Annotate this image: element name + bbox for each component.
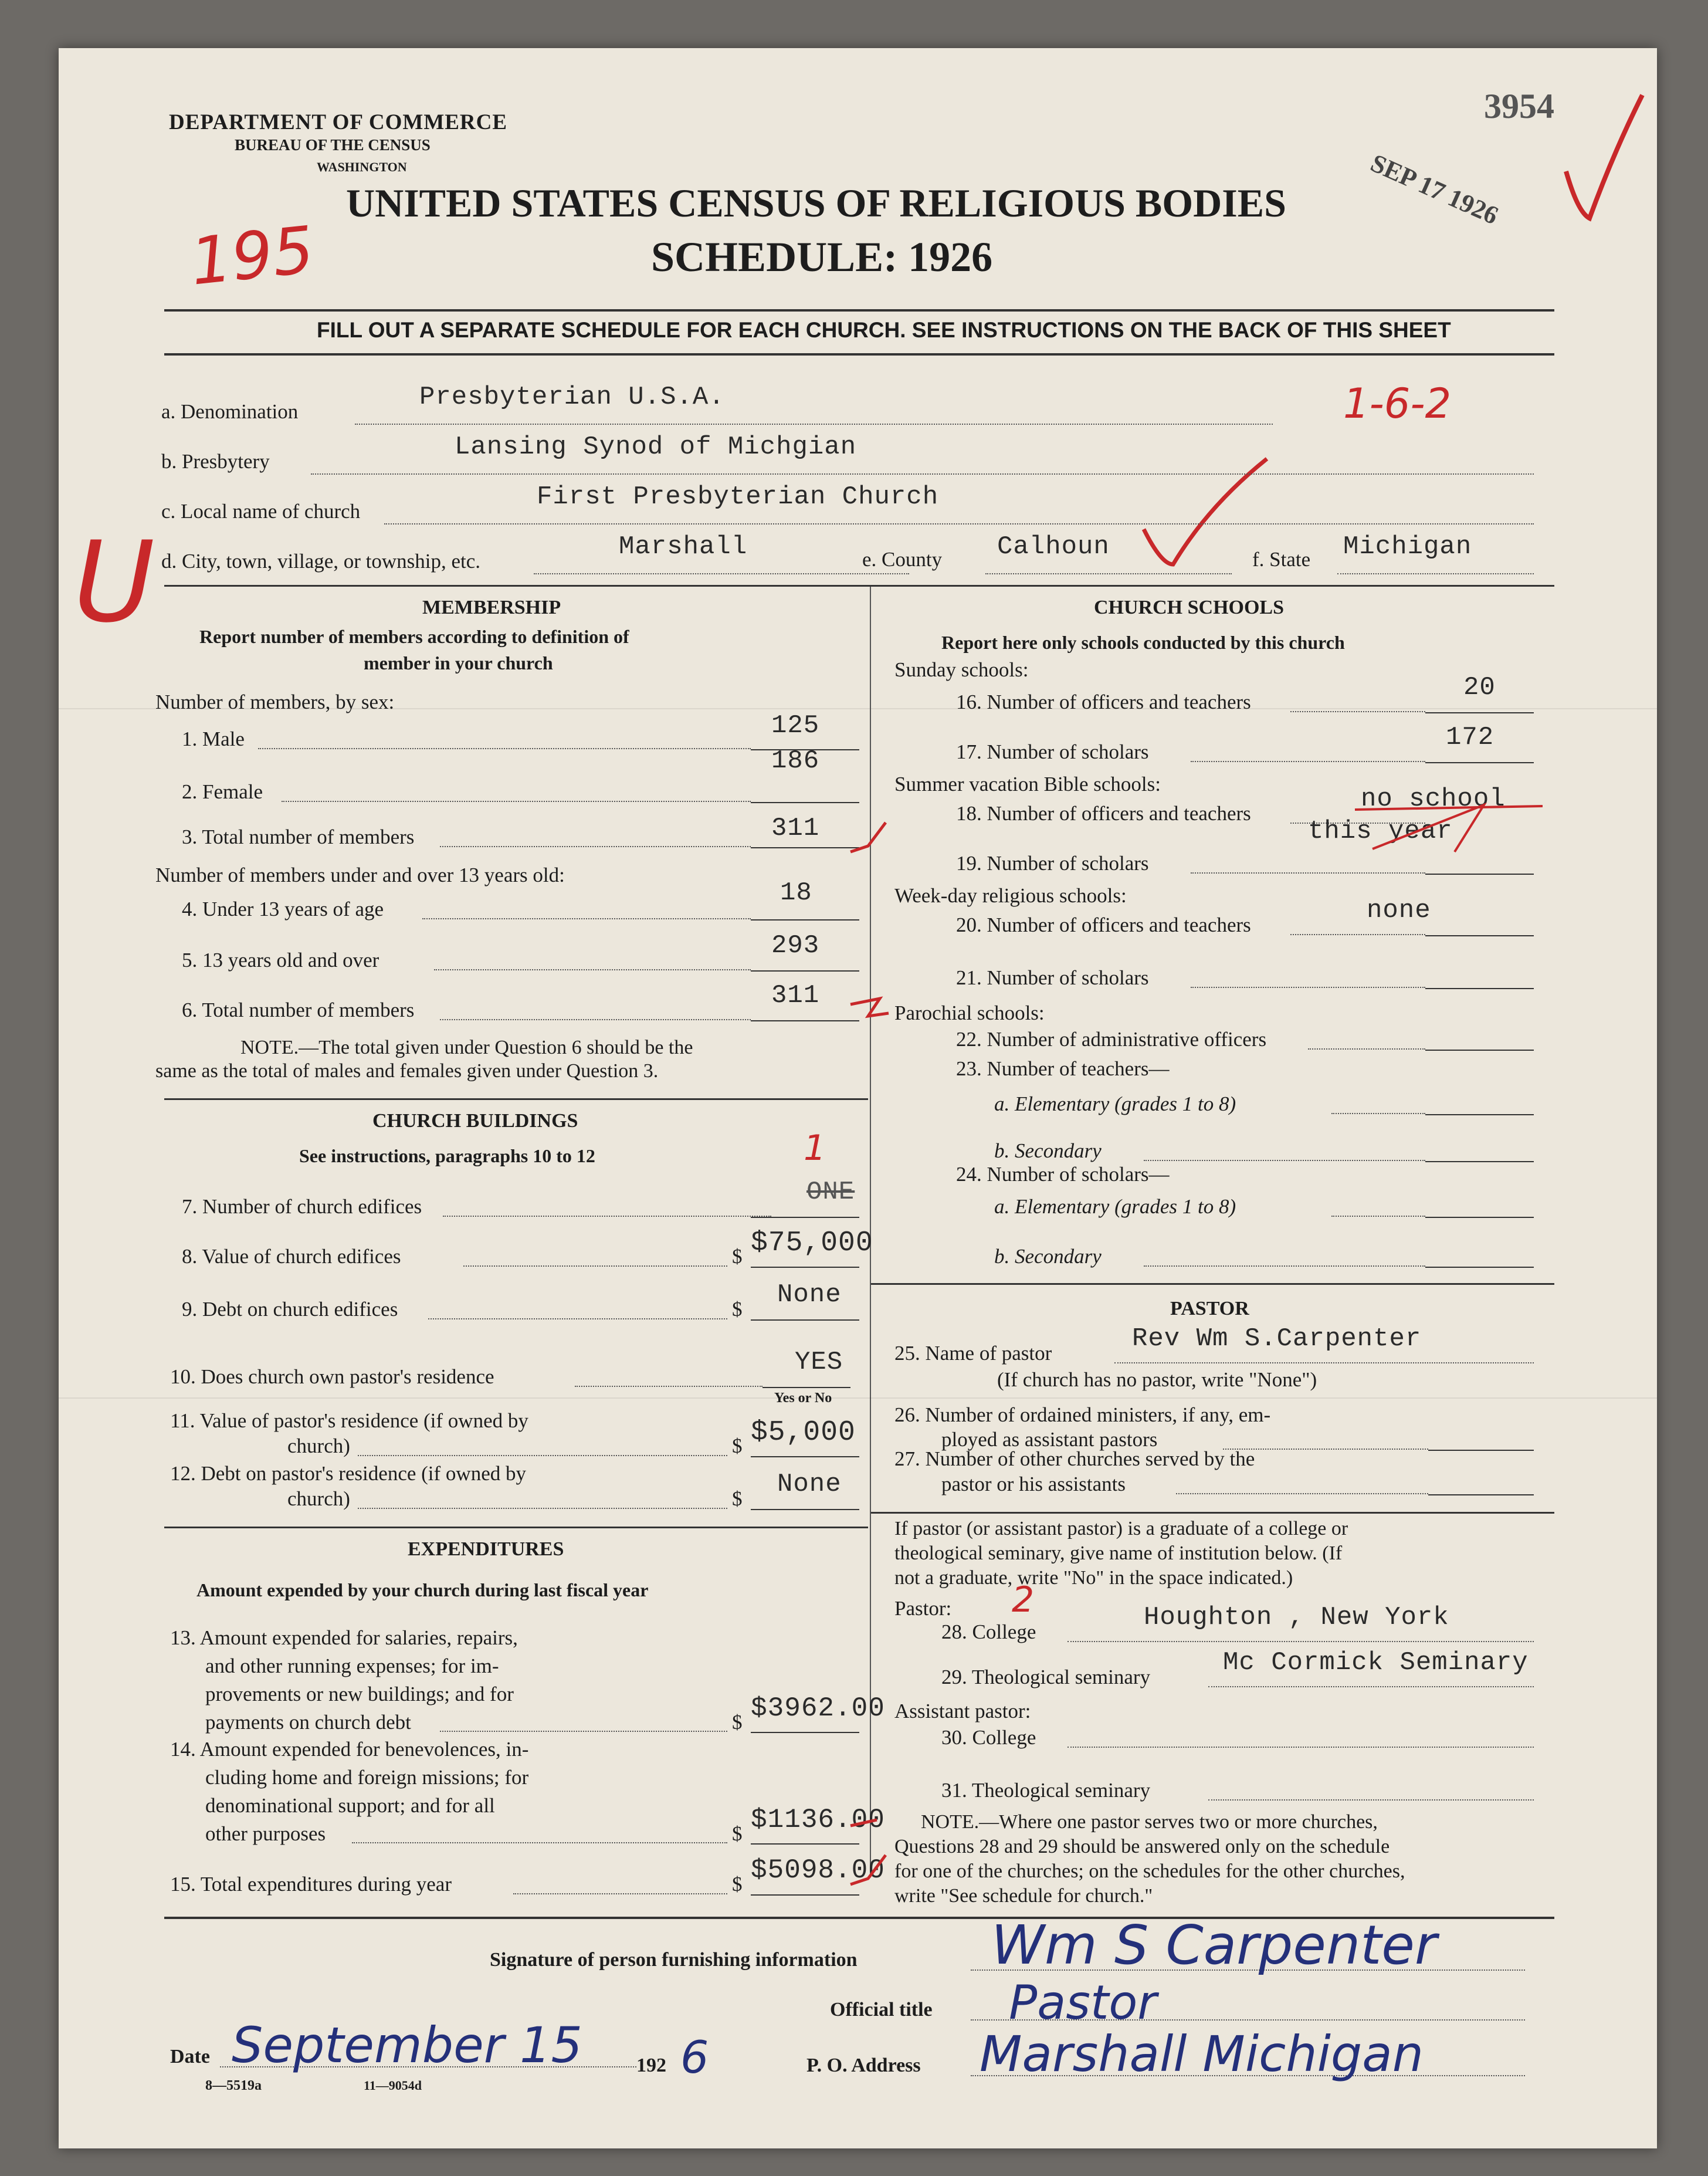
q14-label: 14. Amount expended for benevolences, in- — [170, 1738, 529, 1761]
answer-line — [751, 1732, 859, 1733]
bureau-name: BUREAU OF THE CENSUS — [235, 136, 431, 154]
dotted-line — [434, 969, 751, 970]
pastor-heading: PASTOR — [1170, 1298, 1249, 1319]
q9-value: None — [777, 1280, 842, 1309]
dollar-sign: $ — [732, 1298, 743, 1321]
q23-label: 23. Number of teachers— — [956, 1057, 1170, 1080]
dollar-sign: $ — [732, 1245, 743, 1268]
answer-line — [1425, 935, 1534, 936]
city-name: WASHINGTON — [317, 160, 407, 174]
q27-label: 27. Number of other churches served by the — [894, 1447, 1255, 1470]
q30-label: 30. College — [941, 1726, 1036, 1749]
pastor-note: Questions 28 and 29 should be answered only on the schedule — [894, 1836, 1390, 1857]
q6-label: 6. Total number of members — [182, 999, 415, 1021]
q13-label-cont: provements or new buildings; and for — [205, 1683, 514, 1705]
dotted-line — [1191, 761, 1425, 762]
dotted-line — [428, 1318, 727, 1319]
presbytery-value: Lansing Synod of Michgian — [455, 432, 857, 462]
pastor-note: write "See schedule for church." — [894, 1885, 1153, 1907]
official-title-value: Pastor — [1009, 1975, 1157, 2030]
answer-line — [1425, 1267, 1534, 1268]
q23a-label: a. Elementary (grades 1 to 8) — [994, 1092, 1236, 1115]
serial-number: 3954 — [1484, 87, 1554, 126]
church-name-label: c. Local name of church — [161, 500, 361, 523]
pastor-note: NOTE.—Where one pastor serves two or more churches, — [921, 1811, 1378, 1833]
dotted-line — [575, 1386, 762, 1387]
q28-college-value: Houghton , New York — [1144, 1603, 1449, 1632]
q29-seminary-value: Mc Cormick Seminary — [1223, 1648, 1529, 1677]
dotted-line — [1176, 1493, 1428, 1494]
answer-line — [751, 1267, 859, 1268]
q11-label: 11. Value of pastor's residence (if owned by — [170, 1409, 528, 1432]
q1-male-value: 125 — [771, 711, 820, 740]
red-tick-marks-expenditures-icon — [845, 1785, 897, 1902]
state-label: f. State — [1252, 548, 1311, 571]
q22-label: 22. Number of administrative officers — [956, 1028, 1267, 1051]
dotted-line — [384, 523, 1534, 524]
dotted-line — [352, 1842, 727, 1843]
q18-label: 18. Number of officers and teachers — [956, 802, 1251, 825]
dotted-line — [985, 573, 1232, 574]
red-check-mark-icon — [1554, 83, 1648, 224]
answer-line — [1425, 874, 1534, 875]
q7-value-struck: ONE — [806, 1177, 855, 1207]
dotted-line — [534, 573, 909, 574]
dotted-line — [355, 424, 1273, 425]
census-schedule-page — [59, 48, 1657, 2148]
dotted-line — [1308, 1048, 1425, 1050]
by-age-label: Number of members under and over 13 years old: — [155, 864, 565, 886]
q16-value: 20 — [1463, 673, 1496, 702]
dotted-line — [311, 473, 1534, 475]
rule — [164, 353, 1554, 356]
denomination-value: Presbyterian U.S.A. — [419, 383, 725, 412]
signature-value: Wm S Carpenter — [991, 1914, 1437, 1977]
answer-line — [762, 1387, 850, 1388]
parochial-schools-label: Parochial schools: — [894, 1001, 1045, 1024]
denomination-label: a. Denomination — [161, 400, 299, 423]
q18-value-line2: this year — [1308, 817, 1453, 846]
form-title: UNITED STATES CENSUS OF RELIGIOUS BODIES — [346, 181, 1286, 225]
q27-label-cont: pastor or his assistants — [941, 1473, 1126, 1495]
graduate-instruction: If pastor (or assistant pastor) is a graduate of a college or — [894, 1518, 1348, 1539]
q15-label: 15. Total expenditures during year — [170, 1873, 452, 1896]
dotted-line — [1191, 987, 1425, 988]
answer-line — [1425, 988, 1534, 989]
q24b-label: b. Secondary — [994, 1245, 1102, 1268]
q9-label: 9. Debt on church edifices — [182, 1298, 398, 1321]
schools-heading: CHURCH SCHOOLS — [1094, 597, 1284, 618]
answer-line — [1425, 712, 1534, 713]
q12-value: None — [777, 1470, 842, 1499]
answer-line — [751, 1509, 859, 1510]
dollar-sign: $ — [732, 1711, 743, 1734]
rule — [164, 1527, 868, 1528]
q13-label-cont: payments on church debt — [205, 1711, 411, 1734]
answer-line — [1425, 1217, 1534, 1218]
answer-line — [751, 1020, 859, 1021]
instruction-banner: FILL OUT A SEPARATE SCHEDULE FOR EACH CHURCH. SEE INSTRUCTIONS ON THE BACK OF THIS SHEET — [317, 318, 1451, 342]
dotted-line — [1337, 573, 1534, 574]
q14-label-cont: cluding home and foreign missions; for — [205, 1766, 529, 1789]
q29-label: 29. Theological seminary — [941, 1666, 1151, 1688]
dotted-line — [358, 1508, 727, 1509]
answer-line — [751, 1894, 859, 1896]
city-label: d. City, town, village, or township, etc. — [161, 550, 481, 573]
form-number: 8—5519a — [205, 2078, 262, 2093]
q25-label: 25. Name of pastor — [894, 1342, 1052, 1365]
rule — [164, 309, 1554, 312]
assistant-pastor-subheading: Assistant pastor: — [894, 1700, 1031, 1722]
graduate-instruction: not a graduate, write "No" in the space indicated.) — [894, 1567, 1293, 1589]
schools-subheading: Report here only schools conducted by this church — [941, 632, 1345, 653]
year-prefix: 192 — [636, 2055, 666, 2076]
q14-value: $1136.00 — [751, 1805, 885, 1835]
po-address-value: Marshall Michigan — [980, 2025, 1424, 2083]
received-date-stamp: SEP 17 1926 — [1366, 148, 1503, 231]
expenditures-subheading: Amount expended by your church during last fiscal year — [196, 1579, 649, 1600]
q24a-label: a. Elementary (grades 1 to 8) — [994, 1195, 1236, 1218]
q12-label: 12. Debt on pastor's residence (if owned by — [170, 1462, 526, 1485]
answer-line — [1425, 762, 1534, 763]
red-handwritten-edifice-count: 1 — [804, 1128, 826, 1169]
q13-value: $3962.00 — [751, 1693, 885, 1724]
pastor-subheading: Pastor: — [894, 1597, 952, 1620]
dotted-line — [463, 1265, 727, 1267]
weekday-schools-label: Week-day religious schools: — [894, 884, 1127, 907]
answer-line — [751, 1217, 859, 1218]
dotted-line — [1331, 1216, 1425, 1217]
q3-label: 3. Total number of members — [182, 825, 415, 848]
q13-label: 13. Amount expended for salaries, repairs, — [170, 1626, 518, 1649]
red-tick-marks-icon — [845, 811, 897, 1057]
q26-label: 26. Number of ordained ministers, if any, em- — [894, 1403, 1271, 1426]
dotted-line — [1208, 1799, 1534, 1801]
q18-value-line1: no school — [1361, 784, 1506, 814]
answer-line — [1428, 1494, 1534, 1495]
summer-schools-label: Summer vacation Bible schools: — [894, 773, 1161, 796]
graduate-instruction: theological seminary, give name of institution below. (If — [894, 1542, 1343, 1564]
dotted-line — [440, 846, 751, 847]
dotted-line — [1144, 1160, 1425, 1161]
membership-subheading: member in your church — [364, 652, 553, 674]
q25-pastor-name: Rev Wm S.Carpenter — [1132, 1324, 1422, 1353]
red-check-mark-county-icon — [1132, 453, 1273, 570]
dotted-line — [1068, 1641, 1534, 1642]
city-value: Marshall — [619, 532, 748, 561]
answer-line — [1425, 1161, 1534, 1162]
buildings-subheading: See instructions, paragraphs 10 to 12 — [299, 1145, 595, 1166]
dotted-line — [358, 1455, 727, 1456]
q13-label-cont: and other running expenses; for im- — [205, 1654, 499, 1677]
dotted-line — [1290, 711, 1425, 712]
red-handwritten-u: U — [73, 517, 155, 647]
red-strike-icon — [1349, 793, 1548, 858]
dotted-line — [422, 918, 751, 919]
expenditures-heading: EXPENDITURES — [408, 1538, 564, 1560]
red-handwritten-code: 1-6-2 — [1343, 380, 1452, 428]
dotted-line — [513, 1893, 727, 1894]
q14-label-cont: denominational support; and for all — [205, 1794, 495, 1817]
dollar-sign: $ — [732, 1487, 743, 1510]
answer-line — [751, 919, 859, 921]
church-name-value: First Presbyterian Church — [537, 482, 939, 512]
membership-note: same as the total of males and females given under Question 3. — [155, 1060, 659, 1082]
dotted-line — [282, 801, 751, 802]
q16-label: 16. Number of officers and teachers — [956, 691, 1251, 713]
answer-line — [1425, 1050, 1534, 1051]
membership-heading: MEMBERSHIP — [422, 597, 561, 618]
q5-label: 5. 13 years old and over — [182, 949, 379, 972]
q20-value: none — [1367, 896, 1431, 925]
q23b-label: b. Secondary — [994, 1139, 1102, 1162]
q8-value: $75,000 — [751, 1227, 873, 1259]
dotted-line — [1114, 1362, 1534, 1363]
answer-line — [1428, 1450, 1534, 1451]
date-value: September 15 — [232, 2016, 582, 2074]
membership-note: NOTE.—The total given under Question 6 should be the — [240, 1037, 693, 1058]
q11-value: $5,000 — [751, 1417, 856, 1449]
q4-label: 4. Under 13 years of age — [182, 898, 384, 921]
q11-label-cont: church) — [287, 1434, 350, 1457]
buildings-heading: CHURCH BUILDINGS — [372, 1110, 578, 1132]
dotted-line — [1144, 1265, 1425, 1267]
q3-total-value: 311 — [771, 814, 820, 843]
q14-label-cont: other purposes — [205, 1822, 326, 1845]
q7-label: 7. Number of church edifices — [182, 1195, 422, 1218]
dotted-line — [1208, 1686, 1534, 1687]
answer-line — [751, 1456, 859, 1457]
yes-no-hint: Yes or No — [774, 1390, 832, 1406]
q24-label: 24. Number of scholars— — [956, 1163, 1170, 1186]
q5-over13-value: 293 — [771, 931, 820, 960]
pastor-note: for one of the churches; on the schedules for the other churches, — [894, 1860, 1405, 1882]
year-value: 6 — [680, 2031, 709, 2083]
rule — [164, 1098, 868, 1100]
dotted-line — [1191, 872, 1425, 874]
q19-label: 19. Number of scholars — [956, 852, 1149, 875]
dotted-line — [440, 1019, 751, 1020]
dotted-line — [440, 1731, 727, 1732]
date-label: Date — [170, 2046, 210, 2067]
answer-line — [1425, 1114, 1534, 1115]
signature-label: Signature of person furnishing information — [490, 1949, 858, 1971]
schedule-title: SCHEDULE: 1926 — [651, 233, 993, 280]
dotted-line — [1331, 1113, 1425, 1114]
dollar-sign: $ — [732, 1822, 743, 1845]
rule — [164, 585, 1554, 587]
dotted-line — [1290, 934, 1425, 935]
rule — [871, 1512, 1554, 1514]
by-sex-label: Number of members, by sex: — [155, 691, 395, 713]
official-title-label: Official title — [830, 1999, 933, 2021]
dotted-line — [258, 748, 751, 749]
presbytery-label: b. Presbytery — [161, 450, 270, 473]
q15-value: $5098.00 — [751, 1855, 885, 1886]
dollar-sign: $ — [732, 1873, 743, 1896]
q2-female-value: 186 — [771, 746, 820, 776]
q25-note: (If church has no pastor, write "None") — [997, 1368, 1317, 1391]
q10-label: 10. Does church own pastor's residence — [170, 1365, 494, 1388]
membership-subheading: Report number of members according to definition of — [199, 626, 629, 647]
sunday-schools-label: Sunday schools: — [894, 658, 1029, 681]
answer-line — [751, 1843, 859, 1845]
dotted-line — [443, 1216, 771, 1217]
q26-label-cont: ployed as assistant pastors — [941, 1428, 1158, 1451]
answer-line — [751, 802, 859, 803]
q12-label-cont: church) — [287, 1487, 350, 1510]
dotted-line — [1068, 1747, 1534, 1748]
answer-line — [751, 970, 859, 972]
print-code: 11—9054d — [364, 2078, 422, 2093]
red-handwritten-pastor-mark: 2 — [1012, 1579, 1035, 1620]
q1-label: 1. Male — [182, 727, 245, 750]
dollar-sign: $ — [732, 1434, 743, 1457]
q17-label: 17. Number of scholars — [956, 740, 1149, 763]
department-name: DEPARTMENT OF COMMERCE — [169, 110, 508, 134]
po-address-label: P. O. Address — [806, 2055, 921, 2076]
q8-label: 8. Value of church edifices — [182, 1245, 401, 1268]
rule — [871, 1283, 1554, 1285]
q2-label: 2. Female — [182, 780, 263, 803]
county-label: e. County — [862, 548, 943, 571]
q6-total-value: 311 — [771, 981, 820, 1010]
red-handwritten-195: 195 — [187, 212, 318, 300]
q10-value: YES — [795, 1348, 843, 1377]
q20-label: 20. Number of officers and teachers — [956, 913, 1251, 936]
q28-label: 28. College — [941, 1620, 1036, 1643]
county-value: Calhoun — [997, 532, 1110, 561]
answer-line — [751, 1319, 859, 1321]
q31-label: 31. Theological seminary — [941, 1779, 1151, 1802]
answer-line — [751, 847, 859, 848]
state-value: Michigan — [1343, 532, 1472, 561]
q4-under13-value: 18 — [780, 878, 812, 908]
q17-value: 172 — [1446, 723, 1494, 752]
q21-label: 21. Number of scholars — [956, 966, 1149, 989]
